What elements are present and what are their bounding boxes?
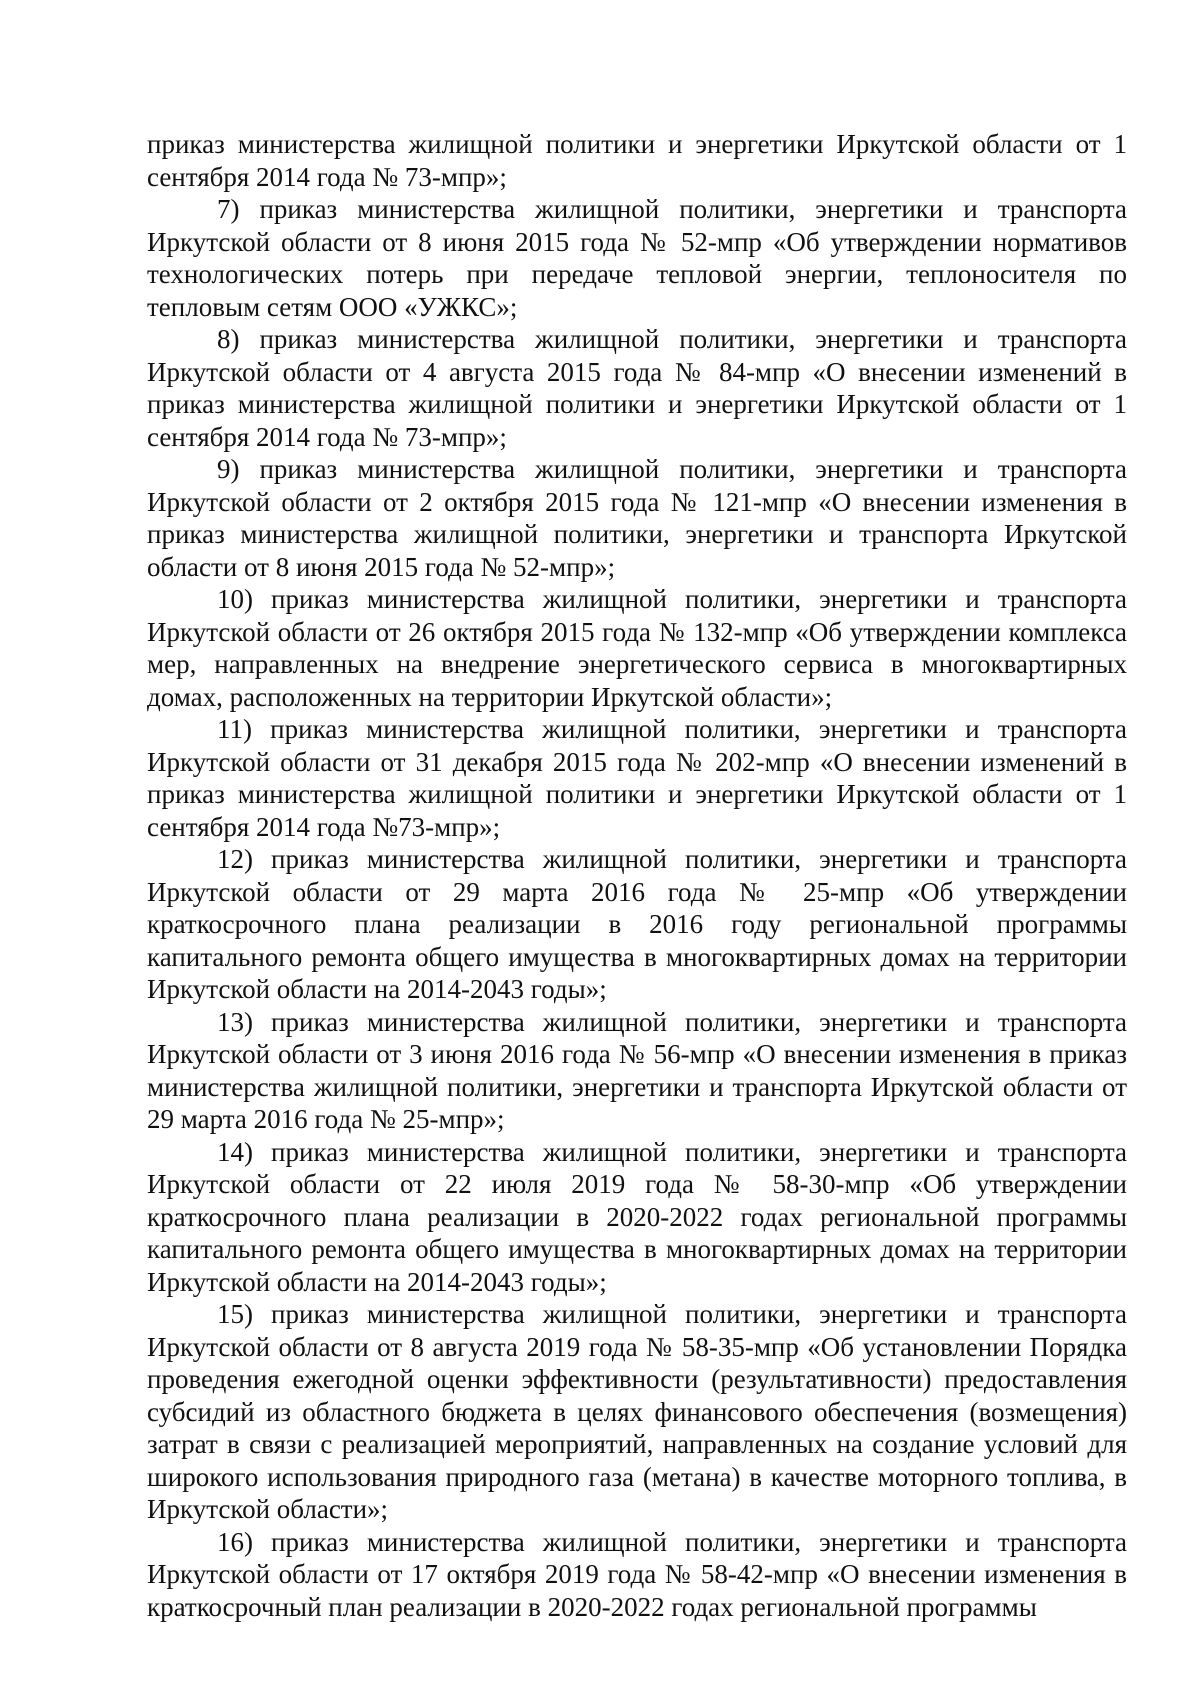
paragraph-item-13: 13) приказ министерства жилищной политики, энергетики и транспорта Иркутской области от 3 июня 2016 года № 56-мпр «О внесении изменения в приказ министерства жилищной политики, энергетики и транспорта Иркутской области от 29 марта 2016 года № 25-мпр»; <box>147 1006 1127 1134</box>
paragraph-item-16: 16) приказ министерства жилищной политики, энергетики и транспорта Иркутской области от 17 октября 2019 года № 58-42-мпр «О внесении изменения в краткосрочный план реализации в 2020-2022 годах региональной программы <box>147 1526 1127 1622</box>
paragraph-item-12: 12) приказ министерства жилищной политики, энергетики и транспорта Иркутской области от 29 марта 2016 года № 25-мпр «Об утверждении краткосрочного плана реализации в 2016 году региональной программы капитального ремонта общего имущества в многоквартирных домах на территории Иркутской области на 2014-2043 годы»; <box>147 844 1127 1004</box>
paragraph-item-7: 7) приказ министерства жилищной политики, энергетики и транспорта Иркутской области от 8 июня 2015 года № 52-мпр «Об утверждении нормативов технологических потерь при передаче тепловой энергии, теплоносителя по тепловым сетям ООО «УЖКС»; <box>147 194 1127 322</box>
paragraph-item-14: 14) приказ министерства жилищной политики, энергетики и транспорта Иркутской области от 22 июля 2019 года № 58-30-мпр «Об утверждении краткосрочного плана реализации в 2020-2022 годах региональной программы капитального ремонта общего имущества в многоквартирных домах на территории Иркутской области на 2014-2043 годы»; <box>147 1136 1127 1297</box>
paragraph-item-10: 10) приказ министерства жилищной политики, энергетики и транспорта Иркутской области от 26 октября 2015 года № 132-мпр «Об утверждении комплекса мер, направленных на внедрение энергетического сервиса в многоквартирных домах, расположенных на территории Иркутской области»; <box>147 584 1127 712</box>
paragraph-continuation: приказ министерства жилищной политики и энергетики Иркутской области от 1 сентября 2014 года № 73-мпр»; <box>147 129 1127 192</box>
paragraph-item-8: 8) приказ министерства жилищной политики, энергетики и транспорта Иркутской области от 4 августа 2015 года № 84-мпр «О внесении изменений в приказ министерства жилищной политики и энергетики Иркутской области от 1 сентября 2014 года № 73-мпр»; <box>147 324 1127 452</box>
paragraph-item-9: 9) приказ министерства жилищной политики, энергетики и транспорта Иркутской области от 2 октября 2015 года № 121-мпр «О внесении изменения в приказ министерства жилищной политики, энергетики и транспорта Иркутской области от 8 июня 2015 года № 52-мпр»; <box>147 454 1127 582</box>
document-page <box>147 128 1127 1623</box>
paragraph-item-15: 15) приказ министерства жилищной политики, энергетики и транспорта Иркутской области от 8 августа 2019 года № 58-35-мпр «Об установлении Порядка проведения ежегодной оценки эффективности (результативности) предоставления субсидий из областного бюджета в целях финансового обеспечения (возмещения) затрат в связи с реализацией мероприятий, направленных на создание условий для широкого использования природного газа (метана) в качестве моторного топлива, в Иркутской области»; <box>147 1299 1127 1524</box>
paragraph-item-11: 11) приказ министерства жилищной политики, энергетики и транспорта Иркутской области от 31 декабря 2015 года № 202-мпр «О внесении изменений в приказ министерства жилищной политики и энергетики Иркутской области от 1 сентября 2014 года №73-мпр»; <box>147 714 1127 842</box>
